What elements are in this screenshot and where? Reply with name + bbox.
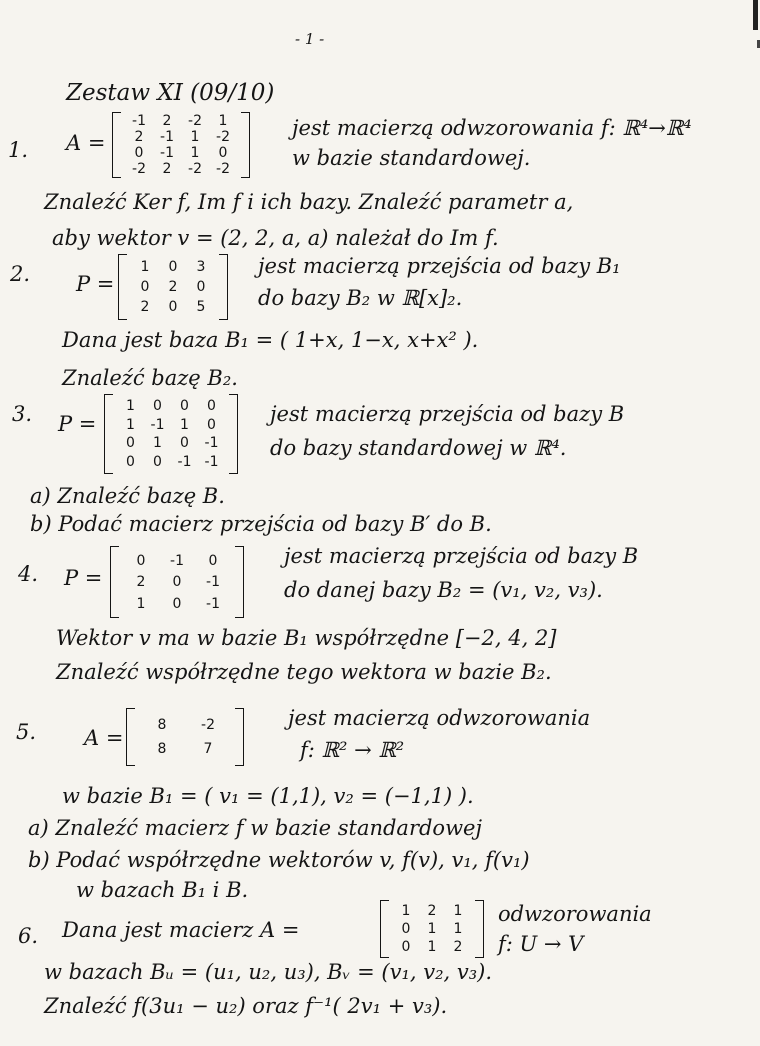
matrix-3-cell: 0 <box>126 454 135 471</box>
matrix-2-cell: 0 <box>196 279 206 295</box>
matrix-3-cell: 0 <box>207 397 216 414</box>
problem-5-number: 5. <box>16 720 37 744</box>
matrix-4-cell: 0 <box>208 552 218 569</box>
problem-5-line-6: w bazach B₁ i B. <box>76 878 249 902</box>
page-number: - 1 - <box>295 30 325 48</box>
matrix-4-cell: -1 <box>170 552 184 569</box>
problem-6-lhs: Dana jest macierz A = <box>62 918 300 942</box>
matrix-3-cell: 1 <box>126 397 135 414</box>
problem-1-number: 1. <box>8 138 29 162</box>
problem-5-line-2: f: ℝ² → ℝ² <box>300 738 405 762</box>
problem-4-matrix <box>110 546 244 618</box>
matrix-5-cell: 8 <box>157 717 167 733</box>
problem-1-line-3: Znaleźć Ker f, Im f i ich bazy. Znaleźć parametr a, <box>44 190 574 214</box>
problem-6-line-3: w bazach Bᵤ = (u₁, u₂, u₃), Bᵥ = (v₁, v₂, v₃). <box>44 960 492 984</box>
problem-5-line-3: w bazie B₁ = ( v₁ = (1,1), v₂ = (−1,1) ). <box>62 784 474 808</box>
matrix-4-cell: -1 <box>206 595 220 612</box>
matrix-4-cell: 2 <box>136 574 146 590</box>
matrix-1-cell: -2 <box>188 161 202 177</box>
matrix-3-cell: -1 <box>204 454 219 471</box>
matrix-2-cell: 0 <box>168 259 178 275</box>
problem-6-number: 6. <box>18 924 39 948</box>
problem-3-line-3: a) Znaleźć bazę B. <box>30 484 225 508</box>
matrix-1-cell: 0 <box>134 145 144 161</box>
matrix-5-cell: 8 <box>157 741 167 757</box>
matrix-2-cell: 2 <box>140 299 150 315</box>
problem-5-line-4: a) Znaleźć macierz f w bazie standardowej <box>28 816 482 840</box>
matrix-1-cell: 2 <box>134 129 144 145</box>
matrix-3-cell: 1 <box>126 416 135 433</box>
matrix-4-cell: 0 <box>172 574 182 590</box>
problem-2-line-1: jest macierzą przejścia od bazy B₁ <box>258 254 621 278</box>
problem-4-lhs: P = <box>64 566 103 590</box>
matrix-3-cell: -1 <box>150 416 165 433</box>
problem-5-line-5: b) Podać współrzędne wektorów v, f(v), v₁, f(v₁) <box>28 848 530 872</box>
problem-1-line-4: aby wektor v = (2, 2, a, a) należał do Im f. <box>52 226 499 250</box>
matrix-6-cell: 2 <box>453 939 463 955</box>
matrix-1-cell: -2 <box>188 113 202 129</box>
matrix-3-cell: 1 <box>153 435 162 452</box>
matrix-3-cell: 0 <box>207 416 216 433</box>
matrix-2-cell: 3 <box>196 259 206 275</box>
problem-6-line-1: odwzorowania <box>498 902 652 926</box>
matrix-3-cell: 0 <box>180 397 189 414</box>
problem-4-line-2: do danej bazy B₂ = (v₁, v₂, v₃). <box>284 578 603 602</box>
matrix-3-cell: -1 <box>204 435 219 452</box>
problem-3-number: 3. <box>12 402 33 426</box>
matrix-3-cell: -1 <box>177 454 192 471</box>
problem-6-matrix <box>380 900 484 958</box>
problem-4-line-4: Znaleźć współrzędne tego wektora w bazie B₂. <box>56 660 552 684</box>
problem-6-line-4: Znaleźć f(3u₁ − u₂) oraz f⁻¹( 2v₁ + v₃). <box>44 994 448 1018</box>
problem-3-line-4: b) Podać macierz przejścia od bazy B′ do B. <box>30 512 492 536</box>
matrix-6-cell: 0 <box>401 939 411 955</box>
problem-2-matrix <box>118 254 228 320</box>
matrix-5-cell: -2 <box>201 717 215 733</box>
problem-6-line-2: f: U → V <box>498 932 584 956</box>
problem-3-matrix <box>104 394 238 474</box>
matrix-2-cell: 0 <box>168 299 178 315</box>
matrix-2-cell: 5 <box>196 299 206 315</box>
matrix-4-cell: 0 <box>172 595 182 612</box>
matrix-4-cell: 1 <box>136 595 146 612</box>
problem-5-matrix <box>126 708 244 766</box>
matrix-2-cell: 1 <box>140 259 150 275</box>
problem-1-line-1: jest macierzą odwzorowania f: ℝ⁴→ℝ⁴ <box>292 116 692 140</box>
problem-5-line-1: jest macierzą odwzorowania <box>288 706 591 730</box>
matrix-6-cell: 1 <box>453 921 463 937</box>
matrix-1-cell: 2 <box>162 161 172 177</box>
matrix-1-cell: -2 <box>216 129 230 145</box>
matrix-1-cell: -1 <box>160 145 174 161</box>
problem-3-line-1: jest macierzą przejścia od bazy B <box>270 402 625 426</box>
set-header: Zestaw XI (09/10) <box>66 80 275 106</box>
matrix-2-cell: 2 <box>168 279 178 295</box>
matrix-1-cell: 1 <box>218 113 228 129</box>
problem-1-lhs: A = <box>66 131 106 155</box>
problem-3-line-2: do bazy standardowej w ℝ⁴. <box>270 436 567 460</box>
matrix-4-cell: -1 <box>206 574 220 590</box>
problem-5-lhs: A = <box>84 726 124 750</box>
problem-4-number: 4. <box>18 562 39 586</box>
problem-4-line-3: Wektor v ma w bazie B₁ współrzędne [−2, 4, 2] <box>56 626 557 650</box>
matrix-1-cell: 2 <box>162 113 172 129</box>
matrix-6-cell: 1 <box>401 903 411 919</box>
matrix-6-cell: 0 <box>401 921 411 937</box>
problem-2-lhs: P = <box>76 272 115 296</box>
matrix-5-cell: 7 <box>203 741 213 757</box>
problem-3-lhs: P = <box>58 412 97 436</box>
matrix-1-cell: 0 <box>218 145 228 161</box>
problem-1-matrix <box>112 112 250 178</box>
matrix-4-cell: 0 <box>136 552 146 569</box>
matrix-3-cell: 0 <box>180 435 189 452</box>
scan-edge-mark <box>753 0 758 30</box>
matrix-1-cell: -1 <box>132 113 146 129</box>
matrix-2-cell: 0 <box>140 279 150 295</box>
matrix-6-cell: 1 <box>427 921 437 937</box>
problem-1-line-2: w bazie standardowej. <box>292 146 531 170</box>
problem-2-line-2: do bazy B₂ w ℝ[x]₂. <box>258 286 463 310</box>
matrix-1-cell: -2 <box>132 161 146 177</box>
matrix-6-cell: 1 <box>427 939 437 955</box>
problem-2-line-4: Znaleźć bazę B₂. <box>62 366 238 390</box>
matrix-3-cell: 0 <box>153 454 162 471</box>
problem-2-number: 2. <box>10 262 31 286</box>
matrix-1-cell: -1 <box>160 129 174 145</box>
matrix-6-cell: 1 <box>453 903 463 919</box>
matrix-1-cell: 1 <box>190 145 200 161</box>
problem-2-line-3: Dana jest baza B₁ = ( 1+x, 1−x, x+x² ). <box>62 328 479 352</box>
matrix-3-cell: 0 <box>153 397 162 414</box>
matrix-1-cell: 1 <box>190 129 200 145</box>
matrix-6-cell: 2 <box>427 903 437 919</box>
problem-4-line-1: jest macierzą przejścia od bazy B <box>284 544 639 568</box>
matrix-3-cell: 0 <box>126 435 135 452</box>
matrix-3-cell: 1 <box>180 416 189 433</box>
matrix-1-cell: -2 <box>216 161 230 177</box>
